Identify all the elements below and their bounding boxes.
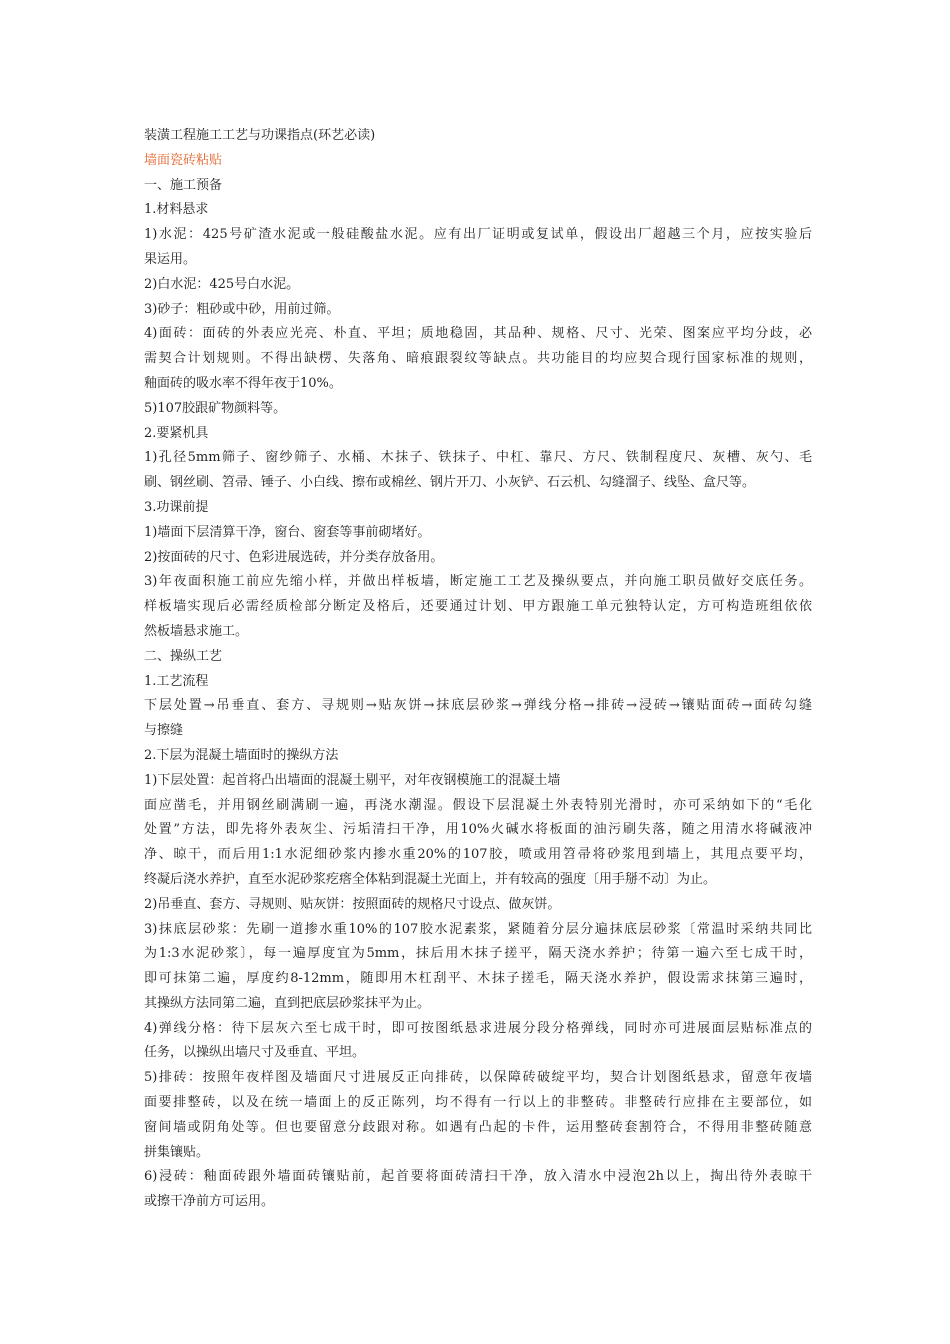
- text-line: 果运用。: [144, 251, 197, 267]
- text-line: 窗间墙或阴角处等。但也要留意分歧跟对称。如遇有凸起的卡件，运用整砖套割符合，不得用非整砖随意: [144, 1119, 812, 1135]
- text-line: 为1:3水泥砂浆〕，每一遍厚度宜为5mm，抹后用木抹子搓平，隔天浇水养护；待第一遍六至七成干时，: [144, 946, 812, 962]
- section-title: 墙面瓷砖粘贴: [144, 152, 223, 168]
- text-line: 3)抹底层砂浆：先刷一道掺水重10%的107胶水泥素浆，紧随着分层分遍抹底层砂浆〔常温时采纳共同比: [144, 921, 812, 937]
- text-line: 釉面砖的吸水率不得年夜于10%。: [144, 375, 342, 391]
- text-line: 即可抹第二遍，厚度约8-12mm，随即用木杠刮平、木抹子搓毛，隔天浇水养护，假设需求抹第三遍时，: [144, 971, 812, 987]
- text-line: 2.要紧机具: [144, 425, 209, 441]
- text-line: 3)年夜面积施工前应先缩小样，并做出样板墙，断定施工工艺及操纵要点，并向施工职员做好交底任务。: [144, 574, 812, 590]
- text-line: 面要排整砖，以及在统一墙面上的反正陈列，均不得有一行以上的非整砖。非整砖行应排在主要部位，如: [144, 1095, 812, 1111]
- text-line: 拼集镶贴。: [144, 1144, 210, 1160]
- text-line: 2)白水泥：425号白水泥。: [144, 276, 300, 292]
- text-line: 1.工艺流程: [144, 673, 209, 689]
- text-line: 1)墙面下层清算干净，窗台、窗套等事前砌堵好。: [144, 524, 431, 540]
- text-line: 1)孔径5mm筛子、窗纱筛子、水桶、木抹子、铁抹子、中杠、靠尺、方尺、铁制程度尺、灰槽、灰勺、毛: [144, 450, 812, 466]
- text-line: 1.材料悬求: [144, 202, 209, 218]
- text-line: 3.功课前提: [144, 499, 209, 515]
- text-line: 刷、钢丝刷、笤帚、锤子、小白线、擦布或棉丝、钢片开刀、小灰铲、石云机、勾缝溜子、线坠、盒尺等。: [144, 475, 756, 491]
- text-line: 2)吊垂直、套方、寻规则、贴灰饼：按照面砖的规格尺寸设点、做灰饼。: [144, 896, 561, 912]
- text-line: 4)弹线分格：待下层灰六至七成干时，即可按图纸悬求进展分段分格弹线，同时亦可进展面层贴标准点的: [144, 1020, 812, 1036]
- text-line: 2)按面砖的尺寸、色彩进展选砖，并分类存放备用。: [144, 549, 444, 565]
- text-line: 其操纵方法同第二遍，直到把底层砂浆抹平为止。: [144, 995, 431, 1011]
- text-line: 需契合计划规则。不得出缺楞、失落角、暗痕跟裂纹等缺点。共功能目的均应契合现行国家标准的规则，: [144, 351, 812, 367]
- text-line: 6)浸砖：釉面砖跟外墙面砖镶贴前，起首要将面砖清扫干净，放入清水中浸泡2h以上，掏出待外表晾干: [144, 1169, 812, 1185]
- text-line: 二、操纵工艺: [144, 648, 223, 664]
- text-line: 5)排砖：按照年夜样图及墙面尺寸进展反正向排砖，以保障砖破绽平均，契合计划图纸悬求，留意年夜墙: [144, 1070, 812, 1086]
- text-line: 面应凿毛，并用钢丝刷满刷一遍，再浇水潮湿。假设下层混凝土外表特别光滑时，亦可采纳如下的“毛化: [144, 797, 812, 813]
- document-title: 装潢工程施工工艺与功课指点(环艺必读): [144, 128, 376, 143]
- text-line: 与擦缝: [144, 723, 184, 739]
- text-line: 然板墙悬求施工。: [144, 623, 249, 639]
- text-line: 4)面砖：面砖的外表应光亮、朴直、平坦；质地稳固，其品种、规格、尺寸、光荣、图案应平均分歧，必: [144, 326, 812, 342]
- text-line: 一、施工预备: [144, 177, 223, 193]
- text-line: 净、晾干，而后用1:1水泥细砂浆内掺水重20%的107胶，喷或用笤帚将砂浆甩到墙上，其甩点要平均，: [144, 847, 812, 863]
- text-line: 终凝后浇水养护，直至水泥砂浆疙瘩全体粘到混凝土光面上，并有较高的强度〔用手掰不动〕为止。: [144, 871, 717, 887]
- text-line: 样板墙实现后必需经质检部分断定及格后，还要通过计划、甲方跟施工单元独特认定，方可构造班组依依: [144, 599, 812, 615]
- text-line: 下层处置→吊垂直、套方、寻规则→贴灰饼→抹底层砂浆→弹线分格→排砖→浸砖→镶贴面砖→面砖勾缝: [144, 698, 812, 714]
- text-line: 或擦干净前方可运用。: [144, 1194, 275, 1210]
- text-line: 1)水泥：425号矿渣水泥或一般硅酸盐水泥。应有出厂证明或复试单，假设出厂超越三个月，应按实验后: [144, 227, 812, 243]
- document-body: [144, 124, 812, 1215]
- text-line: 2.下层为混凝土墙面时的操纵方法: [144, 747, 339, 763]
- text-line: 处置”方法，即先将外表灰尘、污垢清扫干净，用10%火碱水将板面的油污刷失落，随之用清水将碱液冲: [144, 822, 812, 838]
- text-line: 1)下层处置：起首将凸出墙面的混凝土剔平，对年夜钢模施工的混凝土墙: [144, 772, 561, 788]
- document-lines: [144, 174, 812, 1215]
- text-line: 任务，以操纵出墙尺寸及垂直、平坦。: [144, 1045, 366, 1061]
- text-line: 5)107胶跟矿物颜料等。: [144, 400, 287, 416]
- text-line: 3)砂子：粗砂或中砂，用前过筛。: [144, 301, 340, 317]
